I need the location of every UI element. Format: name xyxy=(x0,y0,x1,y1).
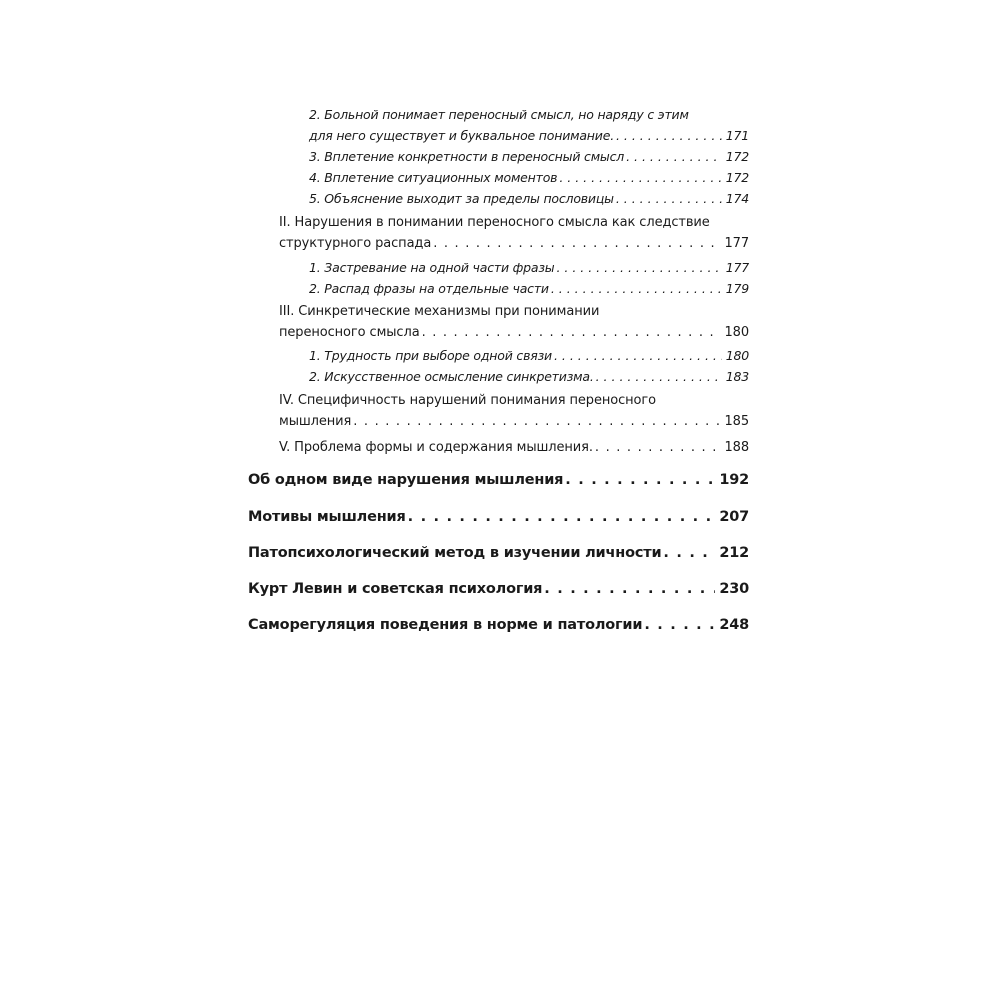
toc-page-number: 171 xyxy=(725,128,749,143)
leader-dots xyxy=(565,470,715,490)
toc-entry-text: переносного смысла xyxy=(279,325,420,340)
toc-entry-text: мышления xyxy=(279,414,352,429)
toc-entry xyxy=(309,367,749,387)
toc-entry-line xyxy=(279,391,749,411)
leader-dots xyxy=(616,126,722,146)
leader-dots xyxy=(408,507,716,527)
toc-entry-text: Об одном виде нарушения мышления xyxy=(248,472,564,488)
toc-entry xyxy=(279,234,749,254)
toc-chapter-entry xyxy=(248,543,749,563)
leader-dots xyxy=(556,258,721,278)
toc-entry-line xyxy=(309,105,749,125)
toc-page-number: 172 xyxy=(725,170,749,185)
toc-entry-text: Саморегуляция поведения в норме и патологии xyxy=(248,617,643,633)
toc-page-number: 185 xyxy=(724,414,749,429)
toc-entry-text: 2. Больной понимает переносный смысл, но наряду с этим xyxy=(309,107,689,122)
toc-page-number: 248 xyxy=(719,617,749,633)
toc-page-number: 207 xyxy=(719,509,749,525)
toc-page-number: 192 xyxy=(719,472,749,488)
toc-entry-text: V. Проблема формы и содержания мышления. xyxy=(279,440,593,455)
toc-page-number: 180 xyxy=(724,325,749,340)
toc-page-number: 230 xyxy=(719,581,749,597)
toc-page-number: 179 xyxy=(725,281,749,296)
toc-entry xyxy=(309,279,749,299)
leader-dots xyxy=(663,543,715,563)
toc-entry-text: IV. Специфичность нарушений понимания переносного xyxy=(279,393,656,408)
toc-entry-text: Курт Левин и советская психология xyxy=(248,581,543,597)
toc-page-number: 174 xyxy=(725,191,749,206)
leader-dots xyxy=(544,579,715,599)
toc-entry-text: 4. Вплетение ситуационных моментов xyxy=(309,170,558,185)
toc-entry-text: 1. Трудность при выборе одной связи xyxy=(309,348,552,363)
toc-page-number: 177 xyxy=(725,260,749,275)
toc-entry-line xyxy=(279,302,749,322)
toc-entry-text: структурного распада xyxy=(279,236,432,251)
toc-entry xyxy=(279,323,749,343)
toc-entry xyxy=(309,258,749,278)
toc-chapter-entry xyxy=(248,470,749,490)
toc-entry-text: II. Нарушения в понимании переносного смысла как следствие xyxy=(279,215,710,230)
toc-entry xyxy=(309,126,749,146)
leader-dots xyxy=(595,438,721,458)
leader-dots xyxy=(626,147,722,167)
toc-entry-text: 2. Искусственное осмысление синкретизма. xyxy=(309,369,594,384)
toc-entry-text: Мотивы мышления xyxy=(248,509,406,525)
leader-dots xyxy=(353,412,720,432)
toc-entry-text: 2. Распад фразы на отдельные части xyxy=(309,281,549,296)
toc-entry-text: Патопсихологический метод в изучении личности xyxy=(248,545,662,561)
toc-page-number: 177 xyxy=(724,236,749,251)
toc-chapter-entry xyxy=(248,579,749,599)
toc-page-number: 172 xyxy=(725,149,749,164)
toc-entry xyxy=(309,346,749,366)
toc-page-number: 180 xyxy=(725,348,749,363)
leader-dots xyxy=(433,234,720,254)
leader-dots xyxy=(554,346,722,366)
leader-dots xyxy=(644,615,715,635)
toc-entry-text: 3. Вплетение конкретности в переносный смысл xyxy=(309,149,625,164)
toc-entry xyxy=(309,168,749,188)
toc-entry-text: 5. Объяснение выходит за пределы пословицы xyxy=(309,191,614,206)
toc-page-number: 183 xyxy=(725,369,749,384)
toc-page-number: 188 xyxy=(724,440,749,455)
toc-entry xyxy=(309,189,749,209)
toc-entry-text: для него существует и буквальное понимание. xyxy=(309,128,614,143)
toc-chapter-entry xyxy=(248,507,749,527)
toc-entry xyxy=(279,412,749,432)
toc-entry-line xyxy=(279,213,749,233)
toc-entry xyxy=(309,147,749,167)
leader-dots xyxy=(559,168,721,188)
toc-entry-text: III. Синкретические механизмы при понимании xyxy=(279,304,600,319)
toc-page-number: 212 xyxy=(719,545,749,561)
toc-entry-text: 1. Застревание на одной части фразы xyxy=(309,260,555,275)
toc-entry xyxy=(279,438,749,458)
leader-dots xyxy=(551,279,722,299)
leader-dots xyxy=(616,189,722,209)
leader-dots xyxy=(422,323,721,343)
leader-dots xyxy=(596,367,722,387)
toc-chapter-entry xyxy=(248,615,749,635)
